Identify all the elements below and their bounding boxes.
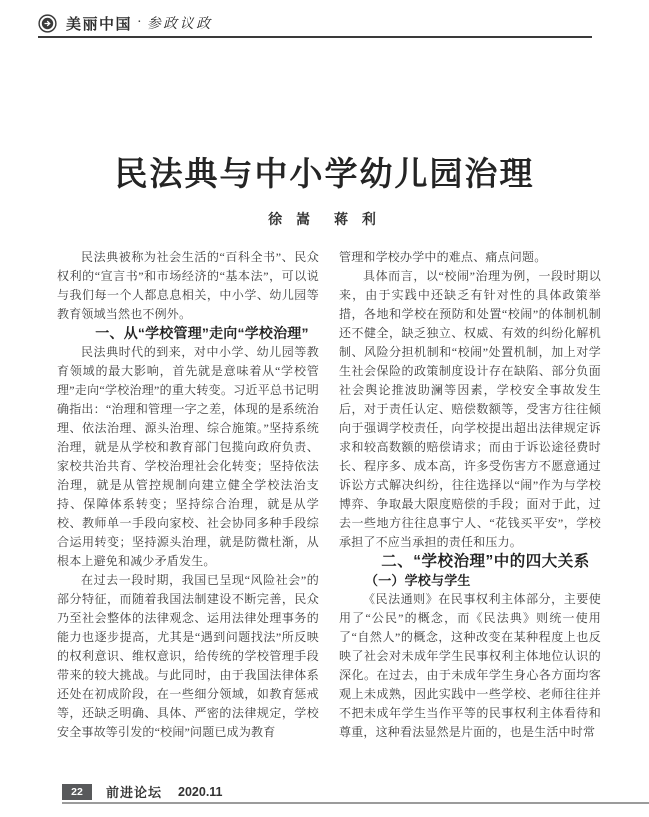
issue-number: 2020.11 bbox=[178, 784, 223, 799]
paragraph: 民法典被称为社会生活的“百科全书”、民众权利的“宣言书”和市场经济的“基本法”，可以说与我们每一个人都息息相关，中小学、幼儿园等教育领域当然也不例外。 bbox=[57, 250, 319, 321]
paragraph: 《民法通则》在民事权利主体部分，主要使用了“公民”的概念，而《民法典》则统一使用了“自然人”的概念，这种改变在某种程度上也反映了社会对未成年学生民事权利主体地位认识的深化。在过去，由于未成年学生身心各方面均客观上未成熟，因此实践中一些学校、老师往往并不把未成年学生当作平等的民事权利主体看待和尊重，这种看法显然是片面的，也是生活中时常 bbox=[339, 592, 601, 739]
right-column bbox=[339, 248, 601, 780]
journal-name: 前进论坛 bbox=[106, 785, 163, 800]
article-authors: 徐 嵩 蒋 利 bbox=[268, 211, 381, 227]
left-column bbox=[57, 248, 319, 780]
paragraph: 在过去一段时期，我国已呈现“风险社会”的部分特征，而随着我国法制建设不断完善，民众乃至社会整体的法律观念、运用法律处理事务的能力也逐步提高，尤其是“遇到问题找法”所反映的权利意识、维权意识，给传统的学校管理手段带来的较大挑战。与此同时，由于我国法律体系还处在初成阶段，在一些细分领域，如教育惩戒等，还缺乏明确、具体、严密的法律规定，学校安全事故等引发的“校闹”问题已成为教育 bbox=[57, 573, 319, 739]
section-heading-2: 二、“学校治理”中的四大关系 bbox=[381, 553, 590, 570]
section-name: 参政议政 bbox=[146, 17, 213, 32]
article-title: 民法典与中小学幼儿园治理 bbox=[114, 155, 535, 192]
header-rule bbox=[38, 36, 592, 38]
header-separator: · bbox=[137, 15, 142, 30]
footer-rule bbox=[62, 802, 649, 804]
article-body bbox=[57, 248, 601, 780]
section-heading-1: 一、从“学校管理”走向“学校治理” bbox=[95, 325, 309, 341]
journal-brand: 美丽中国 bbox=[66, 15, 133, 33]
paragraph: 具体而言，以“校闹”治理为例，一段时期以来，由于实践中还缺乏有针对性的具体政策举措，各地和学校在预防和处置“校闹”的体制机制还不健全，缺乏独立、权威、有效的纠纷化解机制、风险分担机制和“校闹”处置机制，加上对学生社会保险的政策制度设计存在缺陷、部分负面社会舆论推波助澜等因素，学校安全事故发生后，对于责任认定、赔偿数额等，受害方往往倾向于强调学校责任，向学校提出超出法律规定诉求和较高数额的赔偿请求；而由于诉讼途径费时长、程序多、成本高，许多受伤害方不愿意通过诉讼方式解决纠纷，往往选择以“闹”作为与学校博弈、争取最大限度赔偿的手段；面对于此，过去一些地方往往息事宁人、“花钱买平安”，学校承担了不应当承担的责任和压力。 bbox=[339, 269, 601, 549]
circled-arrow-icon bbox=[38, 14, 57, 33]
paragraph-continuation: 管理和学校办学中的难点、痛点问题。 bbox=[339, 250, 547, 264]
paragraph: 民法典时代的到来，对中小学、幼儿园等教育领域的最大影响，首先就是意味着从“学校管理”走向“学校治理”的重大转变。习近平总书记明确指出：“治理和管理一字之差，体现的是系统治理、依法治理、源头治理、综合施策。”坚持系统治理，就是从学校和教育部门包揽向政府负责、家校共治共育、学校治理社会化转变；坚持依法治理，就是从管控规制向建立健全学校法治支持、保障体系转变；坚持综合治理，就是从学校、教师单一手段向家校、社会协同多种手段综合运用转变；坚持源头治理，就是防微杜渐，从根本上避免和减少矛盾发生。 bbox=[57, 345, 319, 568]
page-number-badge: 22 bbox=[62, 784, 92, 800]
subsection-heading: （一）学校与学生 bbox=[365, 573, 471, 588]
page-footer bbox=[62, 783, 649, 804]
page-header bbox=[38, 12, 592, 38]
